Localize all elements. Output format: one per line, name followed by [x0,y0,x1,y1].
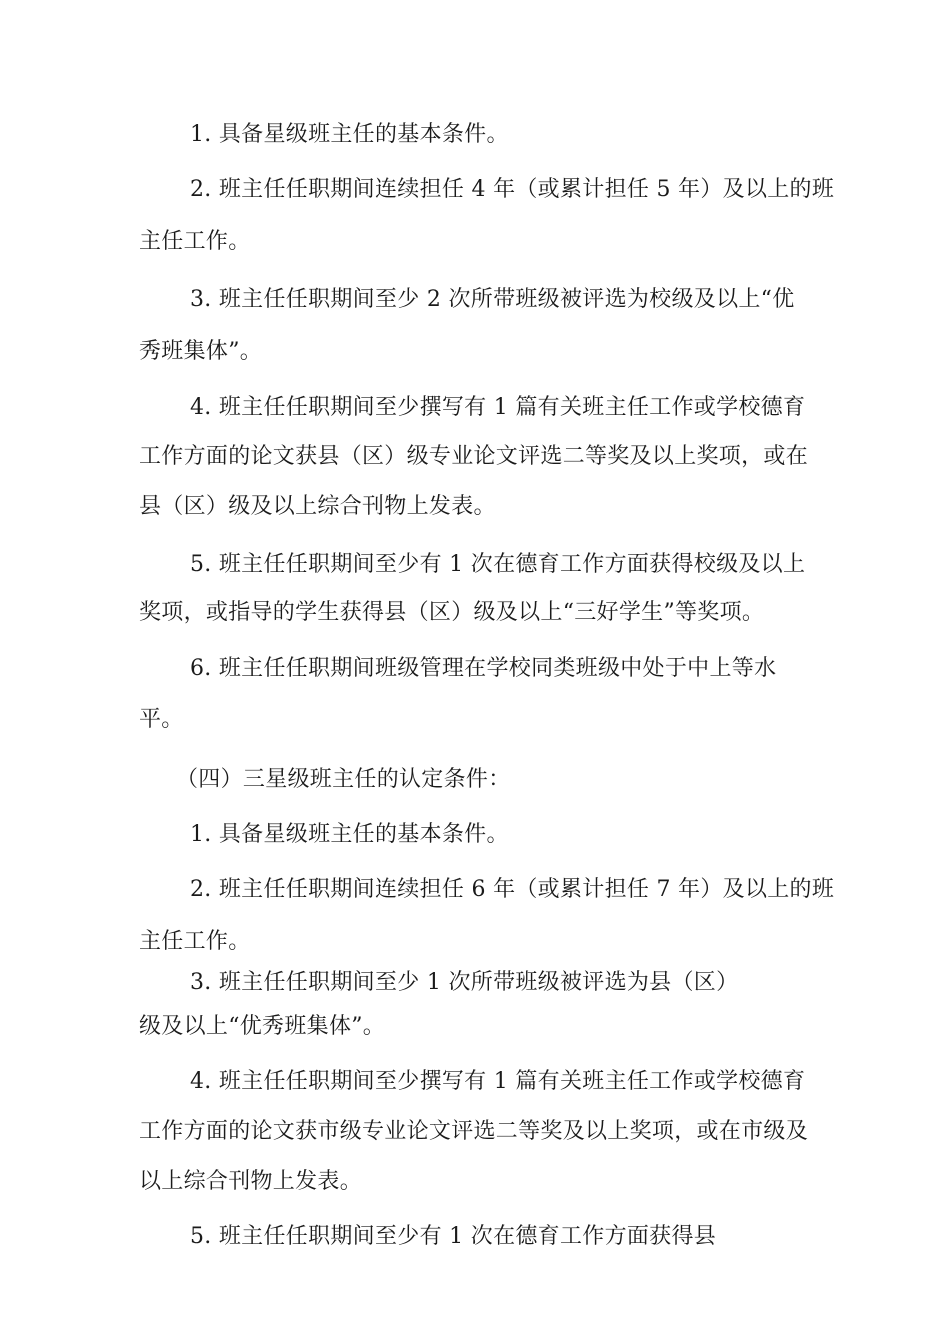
paragraph-line: 平。 [139,707,184,732]
paragraph-line: 1. 具备星级班主任的基本条件。 [190,122,509,147]
paragraph-line: 4. 班主任任职期间至少撰写有 1 篇有关班主任工作或学校德育 [190,1069,806,1094]
paragraph-line: 主任工作。 [139,929,251,954]
paragraph-line: 3. 班主任任职期间至少 1 次所带班级被评选为县（区） [190,970,739,995]
paragraph-line: 县（区）级及以上综合刊物上发表。 [139,494,496,519]
paragraph-line: 3. 班主任任职期间至少 2 次所带班级被评选为校级及以上“优 [190,287,795,312]
paragraph-line: 以上综合刊物上发表。 [139,1169,363,1194]
section-heading: （四）三星级班主任的认定条件： [176,767,511,792]
paragraph-line: 2. 班主任任职期间连续担任 6 年（或累计担任 7 年）及以上的班 [190,877,835,902]
paragraph-line: 秀班集体”。 [139,339,263,364]
paragraph-line: 主任工作。 [139,229,251,254]
paragraph-line: 2. 班主任任职期间连续担任 4 年（或累计担任 5 年）及以上的班 [190,177,835,202]
paragraph-line: 工作方面的论文获市级专业论文评选二等奖及以上奖项，或在市级及 [139,1119,809,1144]
paragraph-line: 奖项，或指导的学生获得县（区）级及以上“三好学生”等奖项。 [139,600,765,625]
paragraph-line: 5. 班主任任职期间至少有 1 次在德育工作方面获得县 [190,1224,717,1249]
paragraph-line: 4. 班主任任职期间至少撰写有 1 篇有关班主任工作或学校德育 [190,395,806,420]
paragraph-line: 工作方面的论文获县（区）级专业论文评选二等奖及以上奖项，或在 [139,444,809,469]
paragraph-line: 级及以上“优秀班集体”。 [139,1014,386,1039]
paragraph-line: 6. 班主任任职期间班级管理在学校同类班级中处于中上等水 [190,656,777,681]
paragraph-line: 1. 具备星级班主任的基本条件。 [190,822,509,847]
paragraph-line: 5. 班主任任职期间至少有 1 次在德育工作方面获得校级及以上 [190,552,806,577]
